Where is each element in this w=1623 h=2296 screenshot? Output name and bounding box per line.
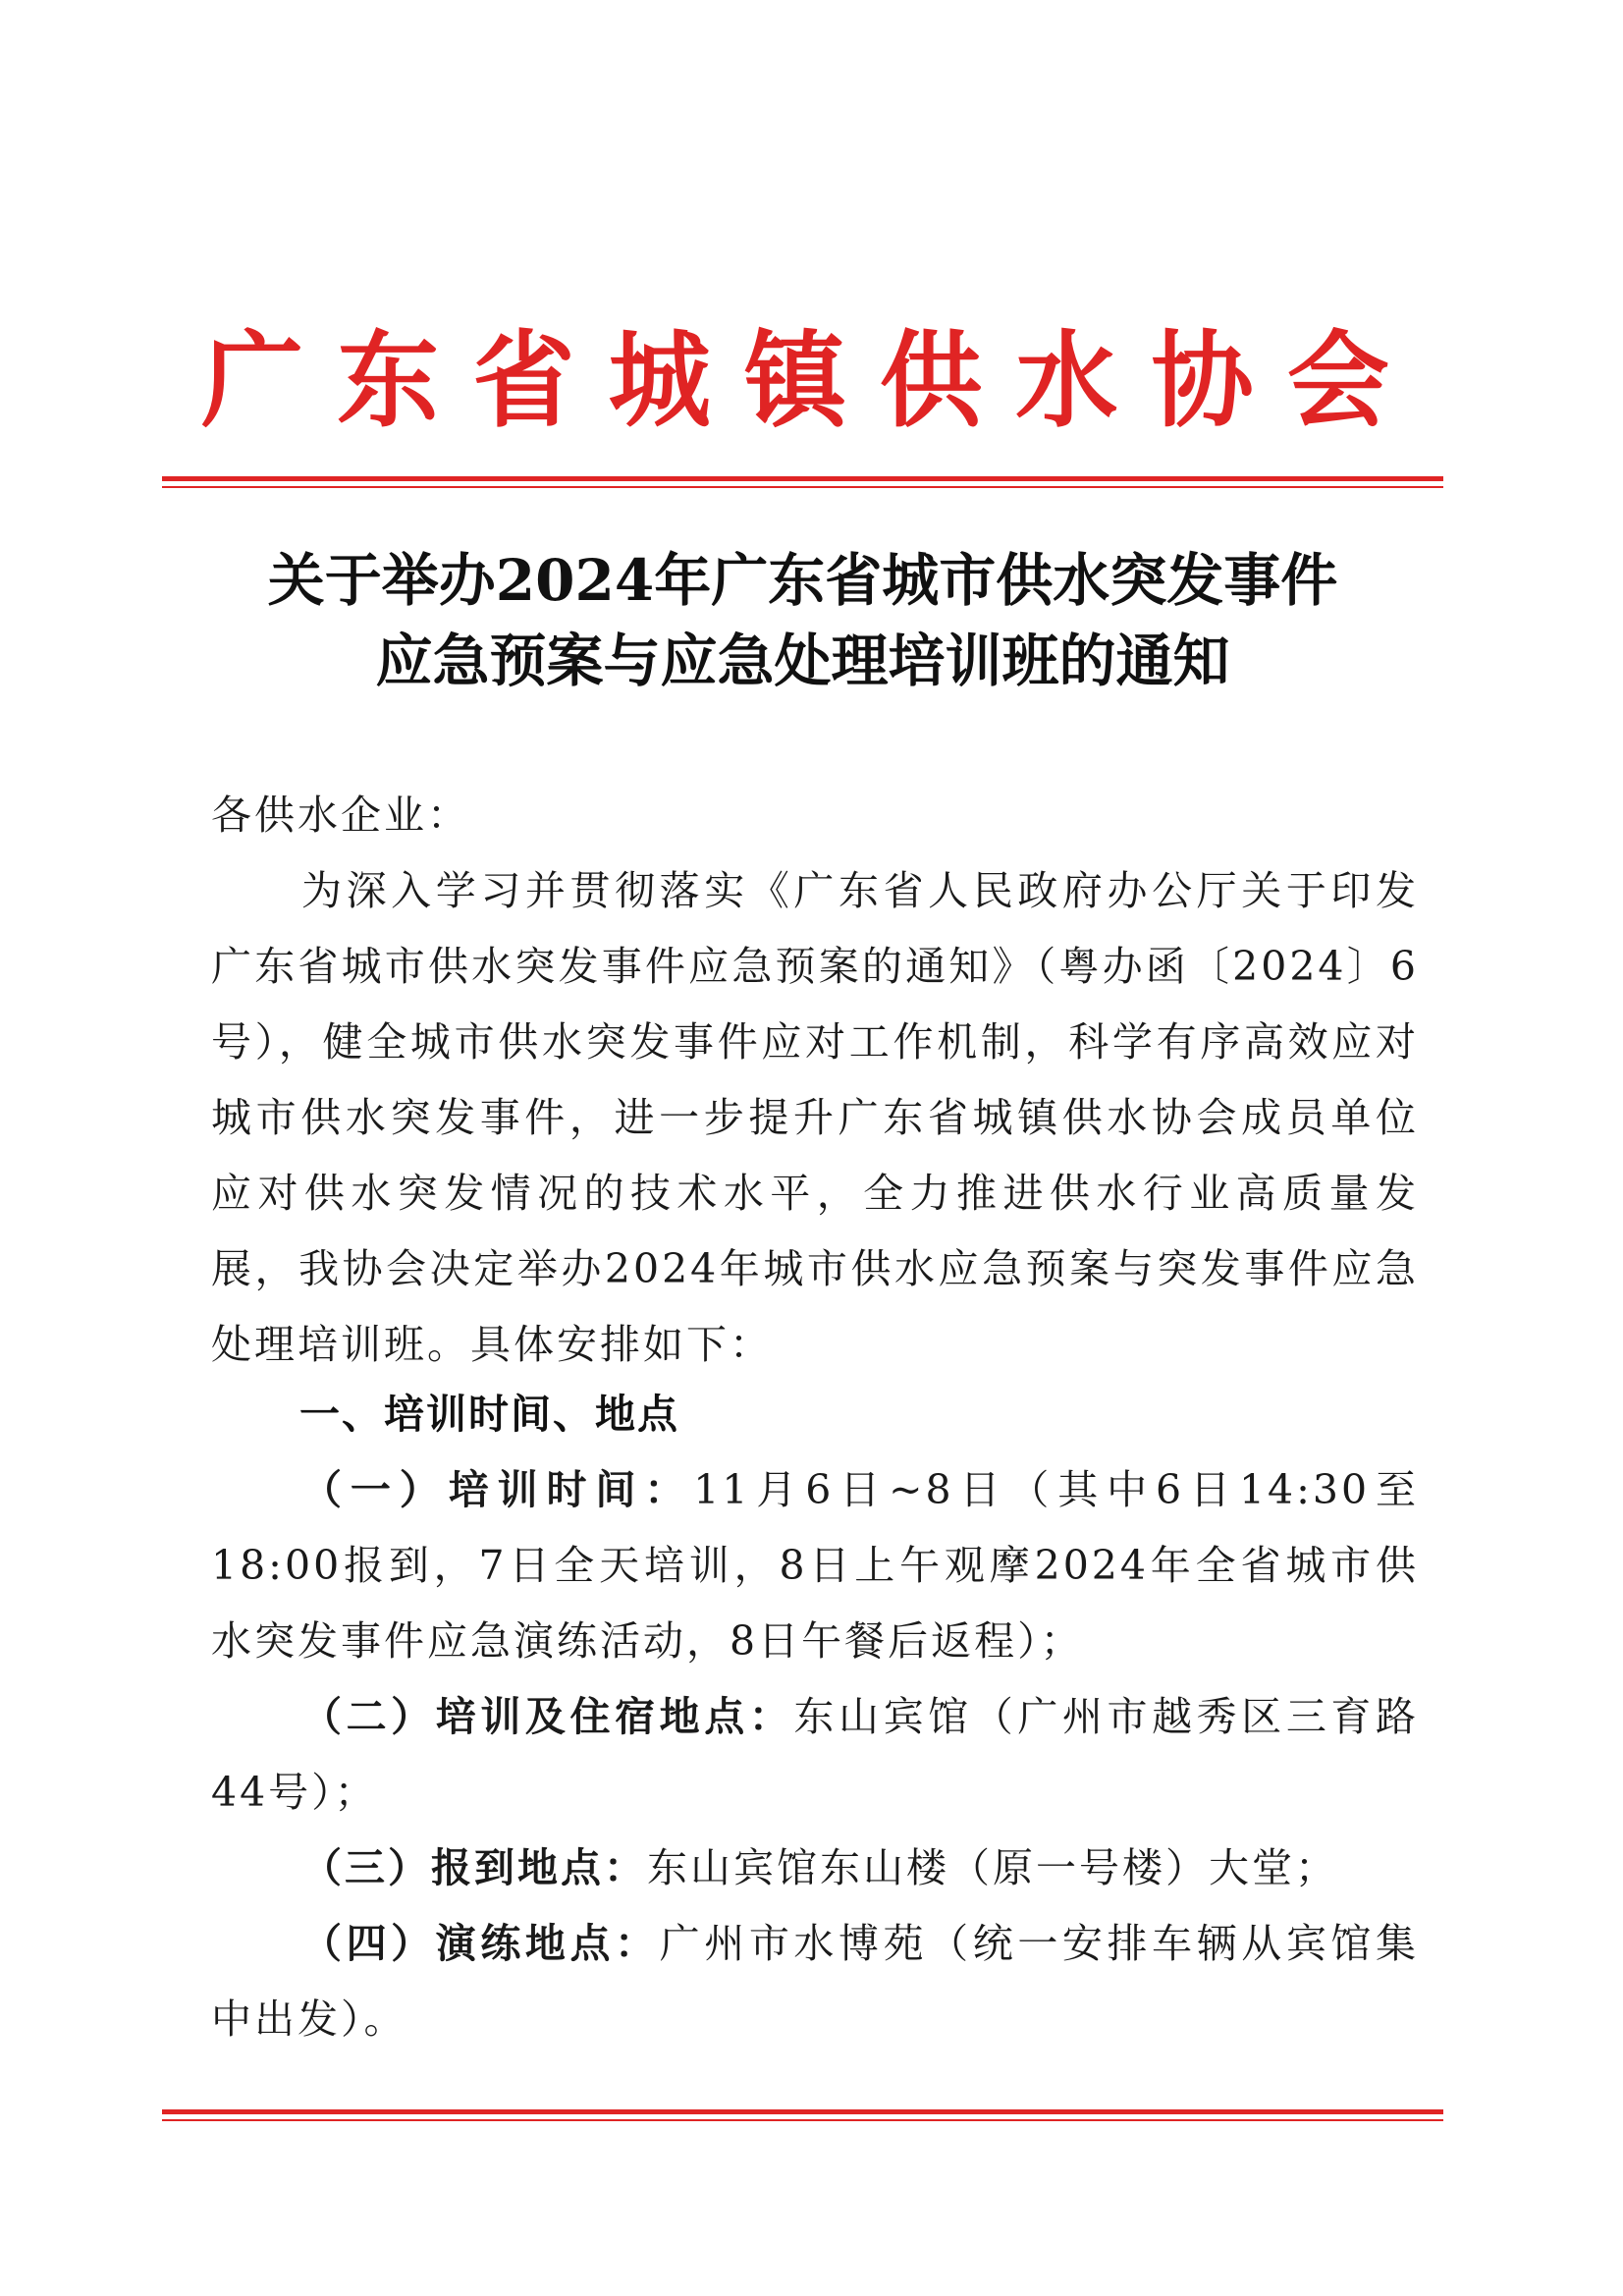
masthead-char: 省 <box>472 319 575 442</box>
section-item <box>211 1906 1419 2057</box>
item-label: （二）培训及住宿地点： <box>301 1693 794 1740</box>
item-text: 东山宾馆（广州市越秀区三育路44号）； <box>211 1693 1420 1816</box>
intro-paragraph: 为深入学习并贯彻落实《广东省人民政府办公厅关于印发广东省城市供水突发事件应急预案的通知》（粤办函〔2024〕6号），健全城市供水突发事件应对工作机制，科学有序高效应对城市供水突发事件，进一步提升广东省城镇供水协会成员单位应对供水突发情况的技术水平，全力推进供水行业高质量发展，我协会决定举办2024年城市供水应急预案与突发事件应急处理培训班。具体安排如下： <box>211 867 1419 1368</box>
salutation: 各供水企业： <box>211 792 470 839</box>
masthead-char: 东 <box>337 319 440 442</box>
item-text: 广州市水博苑（统一安排车辆从宾馆集中出发）。 <box>211 1920 1420 2043</box>
section-item <box>211 1452 1419 1679</box>
divider-thin-line <box>162 2119 1443 2121</box>
item-label: （一）培训时间： <box>301 1466 694 1513</box>
masthead-char: 广 <box>201 319 304 442</box>
divider-thick-line <box>162 2109 1443 2114</box>
item-label: （四）演练地点： <box>301 1920 660 1967</box>
footer-divider <box>162 2109 1443 2121</box>
divider-thick-line <box>162 476 1443 481</box>
masthead-char: 会 <box>1286 319 1389 442</box>
masthead-char: 水 <box>1015 319 1118 442</box>
masthead-char: 镇 <box>743 319 846 442</box>
masthead-title <box>201 314 1389 447</box>
item-text: 11月6日~8日（其中6日14:30至18:00报到，7日全天培训，8日上午观摩2024年全省城市供水突发事件应急演练活动，8日午餐后返程）； <box>211 1466 1420 1665</box>
item-text: 东山宾馆东山楼（原一号楼）大堂； <box>647 1844 1338 1891</box>
masthead-char: 协 <box>1151 319 1254 442</box>
section-item <box>211 1679 1419 1831</box>
masthead-char: 城 <box>608 319 711 442</box>
item-label: （三）报到地点： <box>301 1844 647 1891</box>
document-title-line-2: 应急预案与应急处理培训班的通知 <box>375 628 1230 694</box>
divider-thin-line <box>162 486 1443 488</box>
masthead-divider <box>162 476 1443 488</box>
document-title-line-1: 关于举办2024年广东省城市供水突发事件 <box>267 547 1338 614</box>
section-item <box>211 1831 1419 1906</box>
section-heading: 一、培训时间、地点 <box>299 1391 679 1438</box>
masthead-char: 供 <box>880 319 983 442</box>
